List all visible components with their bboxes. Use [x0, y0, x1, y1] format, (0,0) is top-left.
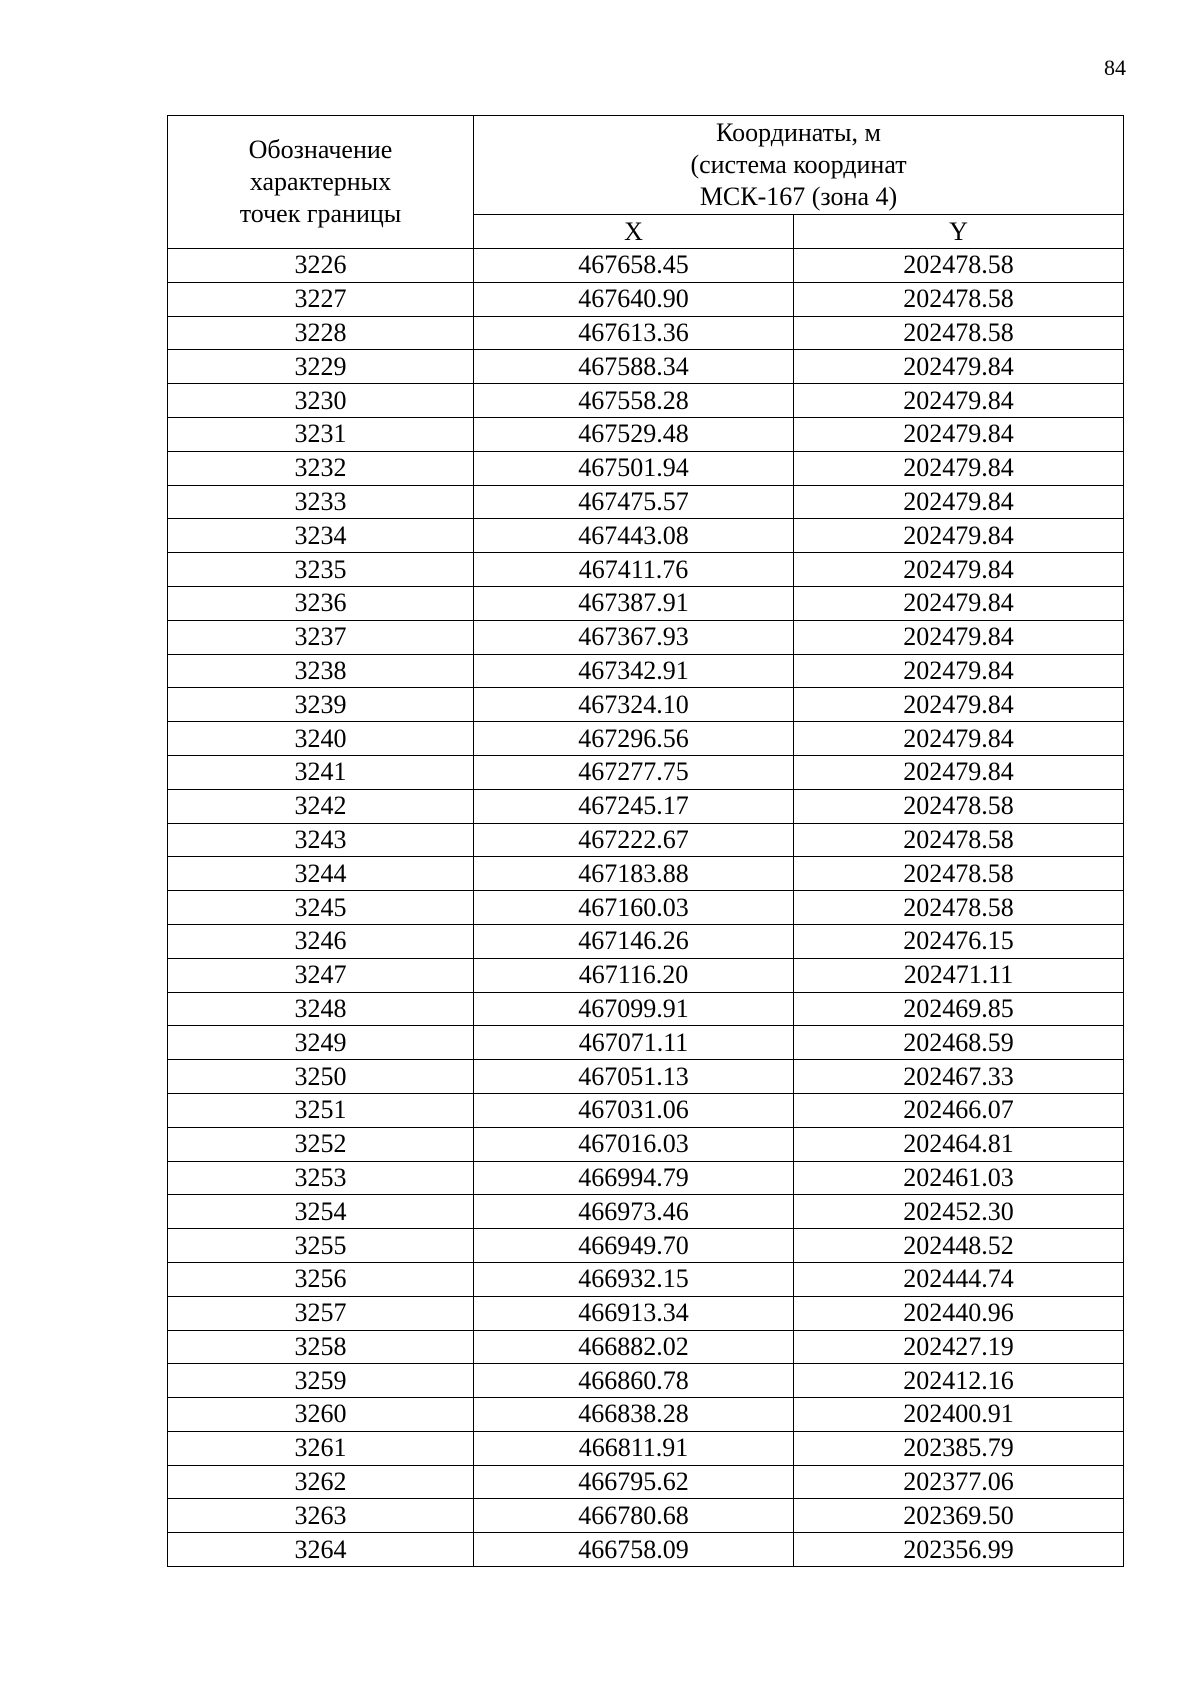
table-row — [168, 1127, 1124, 1161]
x-cell: 467443.08 — [474, 519, 794, 553]
x-cell: 467051.13 — [474, 1060, 794, 1094]
y-column-header: Y — [794, 215, 1124, 249]
x-cell: 467296.56 — [474, 722, 794, 756]
x-cell: 466811.91 — [474, 1431, 794, 1465]
point-cell: 3254 — [168, 1195, 474, 1229]
table-row — [168, 1195, 1124, 1229]
point-cell: 3256 — [168, 1262, 474, 1296]
table-row — [168, 384, 1124, 418]
point-cell: 3248 — [168, 992, 474, 1026]
x-cell: 466973.46 — [474, 1195, 794, 1229]
y-cell: 202479.84 — [794, 654, 1124, 688]
point-cell: 3228 — [168, 316, 474, 350]
x-cell: 467183.88 — [474, 857, 794, 891]
point-cell: 3236 — [168, 586, 474, 620]
x-cell: 466932.15 — [474, 1262, 794, 1296]
x-cell: 466913.34 — [474, 1296, 794, 1330]
x-cell: 466795.62 — [474, 1465, 794, 1499]
y-cell: 202400.91 — [794, 1398, 1124, 1432]
x-cell: 466860.78 — [474, 1364, 794, 1398]
table-row — [168, 654, 1124, 688]
point-cell: 3262 — [168, 1465, 474, 1499]
x-cell: 467387.91 — [474, 586, 794, 620]
point-cell: 3249 — [168, 1026, 474, 1060]
table-row — [168, 1262, 1124, 1296]
x-cell: 467160.03 — [474, 891, 794, 925]
y-cell: 202356.99 — [794, 1533, 1124, 1567]
y-cell: 202479.84 — [794, 384, 1124, 418]
point-cell: 3226 — [168, 249, 474, 283]
y-cell: 202478.58 — [794, 316, 1124, 350]
table-row — [168, 586, 1124, 620]
point-cell: 3259 — [168, 1364, 474, 1398]
table-row — [168, 1499, 1124, 1533]
point-cell: 3232 — [168, 451, 474, 485]
y-cell: 202427.19 — [794, 1330, 1124, 1364]
x-cell: 467475.57 — [474, 485, 794, 519]
table-row — [168, 924, 1124, 958]
table-row — [168, 992, 1124, 1026]
y-cell: 202440.96 — [794, 1296, 1124, 1330]
point-cell: 3258 — [168, 1330, 474, 1364]
y-cell: 202479.84 — [794, 722, 1124, 756]
point-cell: 3229 — [168, 350, 474, 384]
point-cell: 3250 — [168, 1060, 474, 1094]
y-cell: 202479.84 — [794, 417, 1124, 451]
y-cell: 202468.59 — [794, 1026, 1124, 1060]
point-cell: 3240 — [168, 722, 474, 756]
table-row — [168, 789, 1124, 823]
x-cell: 466882.02 — [474, 1330, 794, 1364]
x-cell: 467031.06 — [474, 1093, 794, 1127]
y-cell: 202479.84 — [794, 688, 1124, 722]
header-line: точек границы — [239, 199, 402, 228]
point-cell: 3264 — [168, 1533, 474, 1567]
y-cell: 202478.58 — [794, 823, 1124, 857]
point-cell: 3227 — [168, 282, 474, 316]
point-cell: 3239 — [168, 688, 474, 722]
point-cell: 3251 — [168, 1093, 474, 1127]
table-row — [168, 1398, 1124, 1432]
table-row — [168, 249, 1124, 283]
y-cell: 202478.58 — [794, 857, 1124, 891]
point-cell: 3234 — [168, 519, 474, 553]
x-cell: 467501.94 — [474, 451, 794, 485]
table-row — [168, 1296, 1124, 1330]
table-row — [168, 316, 1124, 350]
table-row — [168, 553, 1124, 587]
point-cell: 3245 — [168, 891, 474, 925]
point-cell: 3246 — [168, 924, 474, 958]
y-cell: 202471.11 — [794, 958, 1124, 992]
x-cell: 466780.68 — [474, 1499, 794, 1533]
table-row — [168, 823, 1124, 857]
y-cell: 202448.52 — [794, 1229, 1124, 1263]
y-cell: 202479.84 — [794, 485, 1124, 519]
y-cell: 202478.58 — [794, 249, 1124, 283]
point-cell: 3252 — [168, 1127, 474, 1161]
y-cell: 202461.03 — [794, 1161, 1124, 1195]
table-row — [168, 857, 1124, 891]
point-cell: 3243 — [168, 823, 474, 857]
x-cell: 467146.26 — [474, 924, 794, 958]
x-cell: 467411.76 — [474, 553, 794, 587]
x-cell: 467277.75 — [474, 755, 794, 789]
table-row — [168, 417, 1124, 451]
x-cell: 467613.36 — [474, 316, 794, 350]
table-row — [168, 1431, 1124, 1465]
x-cell: 467658.45 — [474, 249, 794, 283]
point-cell: 3260 — [168, 1398, 474, 1432]
y-cell: 202385.79 — [794, 1431, 1124, 1465]
point-cell: 3241 — [168, 755, 474, 789]
table-row — [168, 1465, 1124, 1499]
table-row — [168, 519, 1124, 553]
table-row — [168, 620, 1124, 654]
x-cell: 467367.93 — [474, 620, 794, 654]
y-cell: 202369.50 — [794, 1499, 1124, 1533]
x-cell: 466838.28 — [474, 1398, 794, 1432]
y-cell: 202476.15 — [794, 924, 1124, 958]
table-header — [168, 116, 1124, 249]
y-cell: 202478.58 — [794, 789, 1124, 823]
point-cell: 3238 — [168, 654, 474, 688]
point-cell: 3231 — [168, 417, 474, 451]
coordinates-header — [474, 116, 1124, 215]
y-cell: 202479.84 — [794, 553, 1124, 587]
y-cell: 202479.84 — [794, 350, 1124, 384]
table-row — [168, 1060, 1124, 1094]
y-cell: 202412.16 — [794, 1364, 1124, 1398]
y-cell: 202469.85 — [794, 992, 1124, 1026]
table-row — [168, 1161, 1124, 1195]
table-row — [168, 1533, 1124, 1567]
point-designation-header — [168, 116, 474, 249]
y-cell: 202464.81 — [794, 1127, 1124, 1161]
table-row — [168, 1093, 1124, 1127]
x-cell: 466949.70 — [474, 1229, 794, 1263]
x-cell: 467342.91 — [474, 654, 794, 688]
y-cell: 202479.84 — [794, 755, 1124, 789]
y-cell: 202479.84 — [794, 451, 1124, 485]
table-body — [168, 249, 1124, 1567]
table-row — [168, 755, 1124, 789]
y-cell: 202466.07 — [794, 1093, 1124, 1127]
point-cell: 3233 — [168, 485, 474, 519]
table-row — [168, 485, 1124, 519]
coordinates-table — [167, 115, 1124, 1567]
table-row — [168, 1330, 1124, 1364]
x-column-header: X — [474, 215, 794, 249]
table-row — [168, 891, 1124, 925]
x-cell: 467222.67 — [474, 823, 794, 857]
header-line: МСК-167 (зона 4) — [699, 182, 898, 211]
y-cell: 202478.58 — [794, 891, 1124, 925]
page-number: 84 — [1104, 55, 1126, 80]
x-cell: 467016.03 — [474, 1127, 794, 1161]
table-row — [168, 722, 1124, 756]
x-cell: 467099.91 — [474, 992, 794, 1026]
header-line: Обозначение — [248, 135, 393, 164]
x-cell: 467558.28 — [474, 384, 794, 418]
header-line: Координаты, м — [716, 118, 881, 147]
point-cell: 3247 — [168, 958, 474, 992]
y-cell: 202452.30 — [794, 1195, 1124, 1229]
x-cell: 467116.20 — [474, 958, 794, 992]
x-cell: 467640.90 — [474, 282, 794, 316]
y-cell: 202479.84 — [794, 586, 1124, 620]
y-cell: 202377.06 — [794, 1465, 1124, 1499]
x-cell: 467324.10 — [474, 688, 794, 722]
point-cell: 3261 — [168, 1431, 474, 1465]
x-cell: 467071.11 — [474, 1026, 794, 1060]
x-cell: 466994.79 — [474, 1161, 794, 1195]
point-cell: 3255 — [168, 1229, 474, 1263]
y-cell: 202478.58 — [794, 282, 1124, 316]
header-line: характерных — [249, 167, 392, 196]
point-cell: 3237 — [168, 620, 474, 654]
point-cell: 3263 — [168, 1499, 474, 1533]
y-cell: 202479.84 — [794, 519, 1124, 553]
table-row — [168, 1026, 1124, 1060]
table-row — [168, 350, 1124, 384]
table-row — [168, 688, 1124, 722]
point-cell: 3257 — [168, 1296, 474, 1330]
point-cell: 3230 — [168, 384, 474, 418]
x-cell: 467529.48 — [474, 417, 794, 451]
y-cell: 202479.84 — [794, 620, 1124, 654]
point-cell: 3242 — [168, 789, 474, 823]
point-cell: 3235 — [168, 553, 474, 587]
x-cell: 467245.17 — [474, 789, 794, 823]
x-cell: 467588.34 — [474, 350, 794, 384]
table-row — [168, 282, 1124, 316]
header-line: (система координат — [690, 150, 907, 179]
x-cell: 466758.09 — [474, 1533, 794, 1567]
y-cell: 202467.33 — [794, 1060, 1124, 1094]
table-row — [168, 1229, 1124, 1263]
y-cell: 202444.74 — [794, 1262, 1124, 1296]
table-row — [168, 1364, 1124, 1398]
table-row — [168, 958, 1124, 992]
point-cell: 3253 — [168, 1161, 474, 1195]
table-row — [168, 451, 1124, 485]
point-cell: 3244 — [168, 857, 474, 891]
